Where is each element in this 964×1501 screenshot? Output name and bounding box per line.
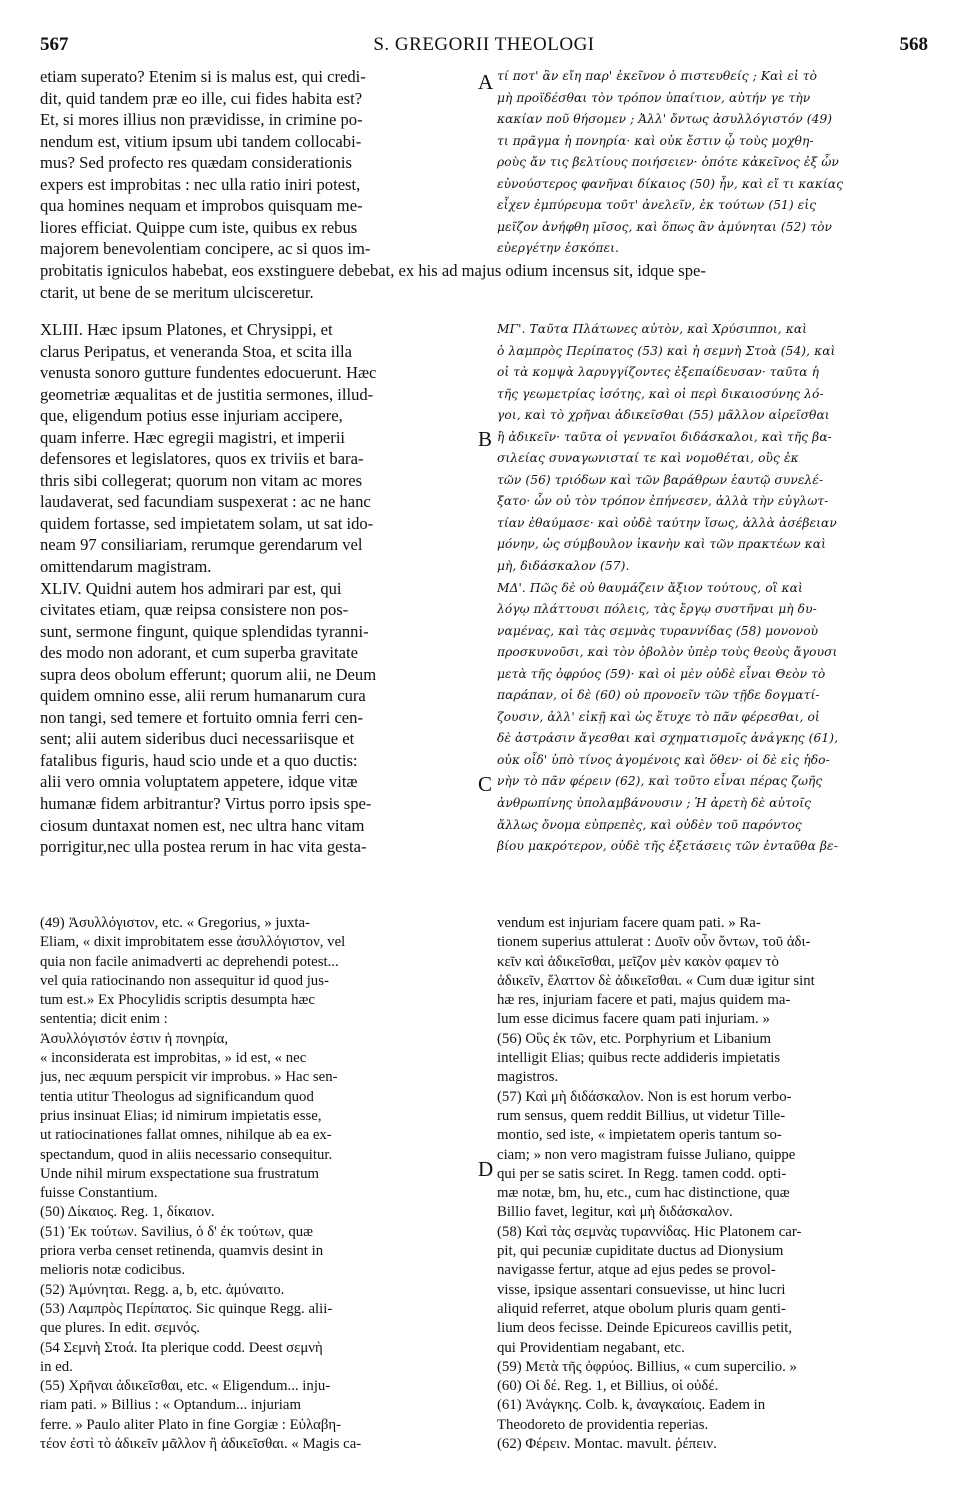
text-line: εἶχεν ἐμπύρευμα τοῦτ' ἀνελεῖν, ἐκ τούτων (51) εἰς: [497, 198, 817, 213]
text-line: βίου μακρότερον, οὐδὲ τῆς ἐξετάσεις τῶν ἐνταῦθα βε-: [497, 839, 838, 854]
footnote-line: ciam; » non vero magistram fuisse Juliano, quippe: [497, 1146, 796, 1163]
footnote-line: (50) Δίκαιος. Reg. 1, δίκαιον.: [40, 1204, 215, 1221]
text-line: ἄλλως ὄνομα εὐπρεπὲς, καὶ οὐδὲν τοῦ παρόντος: [497, 817, 802, 832]
footnote-line: tionem superius attulerat : Δυοῖν οὖν ὄντων, τοῦ ἀδι-: [497, 934, 811, 951]
footnote-line: intelligit Elias; quibus recte addideris impietatis: [497, 1050, 781, 1067]
footnote-line: lium deos fecisse. Deinde Epicureos cavillis petit,: [497, 1320, 793, 1337]
text-line: que, eligendum potius esse injuriam accipere,: [40, 406, 343, 426]
text-line: ἀνθρωπίνης ὑπολαμβάνουσιν ; Ἡ ἀρετὴ δὲ αὐτοῖς: [497, 796, 812, 811]
text-line: civitates etiam, quæ reipsa consistere non pos-: [40, 600, 349, 620]
footnote-line: τέον ἐστὶ τὸ ἀδικεῖν μᾶλλον ἢ ἀδικεῖσθαι. « Magis ca-: [40, 1436, 362, 1453]
text-line: ξατο· ὧν οὐ τὸν τρόπον ἐπήνεσεν, ἀλλὰ τὴν εὐγλωτ-: [497, 494, 829, 509]
text-line: ἢ ἀδικεῖν· ταῦτα οἱ γενναῖοι διδάσκαλοι, καὶ τῆς βα-: [497, 429, 832, 444]
text-line: non tangi, sed temere et fortuito omnia ferri cen-: [40, 707, 363, 727]
text-line: clarus Peripatus, et veneranda Stoa, et scita illa: [40, 341, 352, 361]
text-line: expers est improbitas : nec ulla ratio iniri potest,: [40, 174, 361, 194]
footnote-line: quia non facile animadverti ac deprehendi potest...: [40, 953, 339, 970]
footnote-line: Ἀσυλλόγιστόν ἐστιν ἡ πονηρία,: [40, 1030, 229, 1047]
text-line: etiam superato? Etenim si is malus est, qui credi-: [40, 67, 366, 86]
text-line: ὁ λαμπρὸς Περίπατος (53) καὶ ἡ σεμνὴ Στοὰ (54), καὶ: [497, 343, 836, 358]
footnote-line: melioris notæ codicibus.: [40, 1262, 186, 1279]
margin-letter-d: D: [478, 1157, 494, 1181]
footnote-line: (55) Χρῆναι ἀδικεῖσθαι, etc. « Eligendum... inju-: [40, 1378, 331, 1395]
text-line: ΜΔ'. Πῶς δὲ οὐ θαυμάζειν ἄξιον τούτους, οἳ καὶ: [497, 580, 803, 595]
text-line: Et, si mores illius non prævidisse, in crimine po-: [40, 110, 363, 130]
footnote-line: sententia; dicit enim :: [40, 1011, 168, 1028]
text-line: εὐνούστερος φανῆναι δίκαιος (50) ἦν, καὶ εἴ τι κακίας: [497, 176, 843, 191]
greek-column-top: [497, 66, 929, 260]
text-line: τι πρᾶγμα ἡ πονηρία· καὶ οὐκ ἔστιν ᾧ τοὺς μοχθη-: [497, 133, 814, 148]
text-line: thris sibi collegerat; quorum non vitam ac mores: [40, 470, 363, 490]
text-line: μόνην, ὡς σύμβουλον ἱκανὴν καὶ τῶν πρακτέων καὶ: [497, 537, 826, 552]
footnote-line: ferre. » Paulo aliter Plato in fine Gorgiæ : Εὐλαβη-: [40, 1416, 342, 1433]
running-header: [40, 34, 928, 58]
footnote-line: (58) Καὶ τὰς σεμνὰς τυραννίδας. Hic Platonem car-: [497, 1223, 802, 1240]
footnote-line: (54 Σεμνὴ Στοά. Ita plerique codd. Deest σεμνὴ: [40, 1339, 323, 1356]
text-line: majorem benevolentiam concipere, ac si quos im-: [40, 239, 371, 259]
text-line: μὴ, διδάσκαλον (57).: [497, 559, 630, 574]
footnote-line: (49) Ἀσυλλόγιστον, etc. « Gregorius, » juxta-: [40, 915, 310, 931]
footnote-line: Theodoreto de providentia reperias.: [497, 1416, 709, 1433]
footnote-line: rum sensus, quem reddit Billius, ut videtur Tille-: [497, 1107, 786, 1124]
footnote-line: priora verba censet retinenda, quamvis desint in: [40, 1243, 324, 1260]
latin-full-width-lines: [40, 260, 928, 303]
text-line: τῶν (56) τριόδων καὶ τῶν βαράθρων ἑαυτῷ συνελέ-: [497, 472, 824, 487]
text-line: ναμένας, καὶ τὰς σεμνὰς τυραννίδας (58) μονονοὺ: [497, 623, 819, 638]
text-line: mus? Sed profecto res quædam considerationis: [40, 153, 352, 173]
footnote-line: (61) Ἀνάγκης. Colb. k, ἀναγκαίοις. Eadem in: [497, 1397, 766, 1414]
footnote-line: vendum est injuriam facere quam pati. » Ra-: [497, 915, 761, 931]
footnote-line: (53) Λαμπρὸς Περίπατος. Sic quinque Regg. alii-: [40, 1300, 333, 1317]
text-line: νὴν τὸ πᾶν φέρειν (62), καὶ τοῦτο εἶναι πέρας ζωῆς: [497, 774, 823, 789]
latin-column-main: [40, 319, 470, 858]
footnote-line: prius insinuat Elias; id nimirum impietatis esse,: [40, 1107, 322, 1124]
text-line: παράπαν, οἱ δὲ (60) οὐ προνοεῖν τῶν τῇδε δογματί-: [497, 688, 820, 703]
text-line: ctarit, ut bene de se meritum ulcisceretur.: [40, 282, 314, 302]
footnote-line: vel quia ratiocinando non assequitur id quod jus-: [40, 972, 329, 989]
latin-column-top: [40, 66, 465, 260]
text-line: sunt, sermone fingunt, quique splendidas tyranni-: [40, 621, 369, 641]
text-line: neam 97 consiliariam, rerumque gerendarum vel: [40, 535, 363, 555]
footnote-line: ut ratiocinationes fallat omnes, nihilque ab ea ex-: [40, 1127, 332, 1144]
footnote-line: riam pati. » Billius : « Optandum... injuriam: [40, 1397, 301, 1414]
text-line: sent; alii autem sideribus duci necessariisque et: [40, 729, 355, 749]
footnote-line: (56) Οὓς ἐκ τῶν, etc. Porphyrium et Libanium: [497, 1030, 772, 1047]
text-line: supra deos obolum efferunt; quorum alii, ne Deum: [40, 664, 377, 684]
footnote-line: « inconsiderata est improbitas, » id est, « nec: [40, 1050, 307, 1067]
text-line: dit, quid tandem præ eo ille, cui fides habita est?: [40, 88, 363, 108]
footnote-line: (60) Οἱ δέ. Reg. 1, et Billius, οἱ οὐδέ.: [497, 1378, 719, 1395]
text-line: σιλείας συναγωνισταί τε καὶ νομοθέται, οὓς ἐκ: [497, 451, 799, 466]
footnote-line: (51) Ἐκ τούτων. Savilius, ὁ δ' ἐκ τούτων, quæ: [40, 1223, 314, 1240]
text-line: τί ποτ' ἂν εἴη παρ' ἐκεῖνον ὁ πιστευθείς ; Καὶ εἰ τὸ: [497, 69, 818, 83]
footnote-line: Unde nihil mirum exspectatione sua frustratum: [40, 1165, 320, 1182]
text-line: fatalibus figuris, haud scio unde et a quo ductis:: [40, 750, 358, 770]
footnote-line: hæ res, injuriam facere et pati, majus quidem ma-: [497, 992, 791, 1009]
text-line: quam inferre. Hæc egregii magistri, et imperii: [40, 427, 346, 447]
text-line: ΜΓ'. Ταῦτα Πλάτωνες αὐτὸν, καὶ Χρύσιπποι, καὶ: [497, 322, 808, 336]
footnote-line: (62) Φέρειν. Montac. mavult. ῥέπειν.: [497, 1436, 717, 1453]
text-line: ciosum duntaxat nomen est, nec ultra hanc vitam: [40, 815, 365, 835]
text-line: nendum est, vitium ipsum ubi tandem collocabi-: [40, 131, 362, 151]
page-number-right: 568: [899, 34, 928, 55]
footnote-line: spectandum, quod in aliis necessario consequitur.: [40, 1146, 333, 1163]
text-line: defensores et legislatores, quos ex triviis et bara-: [40, 449, 364, 469]
footnotes-right: [497, 914, 929, 1454]
text-line: γοι, καὶ τὸ χρῆναι ἀδικεῖσθαι (55) μᾶλλον αἱρεῖσθαι: [497, 408, 830, 423]
text-line: quidem omnino esse, alii rerum humanarum cura: [40, 686, 366, 706]
text-line: venusta sonoro gutture fundentes edocuerunt. Hæc: [40, 363, 377, 383]
footnote-line: tentia utitur Theologus ad significandum quod: [40, 1088, 314, 1105]
footnote-line: qui Providentiam negabant, etc.: [497, 1339, 685, 1356]
footnote-line: tum est.» Ex Phocylidis scriptis desumpta hæc: [40, 992, 315, 1009]
text-line: geometriæ æqualitas et de justitia sermones, illud-: [40, 384, 374, 404]
text-line: liores efficiat. Quippe cum iste, quibus ex rebus: [40, 217, 358, 237]
text-line: alii vero omnia voluptatem appetere, idque vitæ: [40, 772, 358, 792]
text-line: probitatis igniculos habebat, eos exstinguere debebat, ex his ad majus odium incensus sit, idque spe-: [40, 261, 706, 280]
text-line: κακίαν ποῦ θήσομεν ; Ἀλλ' ὄντως ἀσυλλόγιστόν (49): [497, 112, 833, 127]
text-line: τῆς γεωμετρίας ἰσότης, καὶ οἱ περὶ δικαιοσύνης λό-: [497, 386, 824, 401]
footnote-line: lum esse dicimus facere quam pati injuriam. »: [497, 1011, 770, 1028]
footnote-line: in ed.: [40, 1358, 73, 1375]
text-line: εὐεργέτην ἐσκόπει.: [497, 241, 619, 256]
text-line: τίαν ἐθαύμασε· καὶ οὐδὲ ταύτην ἴσως, ἀλλὰ ἀσέβειαν: [497, 515, 837, 530]
footnote-line: Eliam, « dixit improbitatem esse ἀσυλλόγιστον, vel: [40, 934, 346, 951]
footnote-line: ἀδικεῖν, ἔλαττον δὲ ἀδικεῖσθαι. « Cum duæ igitur sint: [497, 972, 815, 989]
running-title: S. GREGORII THEOLOGI: [373, 34, 595, 55]
footnote-line: visse, ipsique assentari consuevisse, ut hinc lucri: [497, 1281, 786, 1298]
text-line: quidem fortasse, sed impietatem solam, ut sat ido-: [40, 513, 374, 533]
text-line: μετὰ τῆς ὀφρύος (59)· καὶ οἱ μὲν οὐδὲ εἶναι Θεὸν τὸ: [497, 666, 826, 681]
footnote-line: magistros.: [497, 1069, 559, 1086]
footnote-line: (52) Ἀμύνηται. Regg. a, b, etc. ἀμύναιτο.: [40, 1281, 285, 1298]
margin-letter-b: B: [478, 427, 493, 451]
text-line: XLIV. Quidni autem hos admirari par est, qui: [40, 578, 342, 598]
text-line: λόγῳ πλάττουσι πόλεις, τὰς ἔργῳ συστῆναι μὴ δυ-: [497, 602, 817, 617]
footnote-line: (57) Καὶ μὴ διδάσκαλον. Non is est horum verbo-: [497, 1088, 792, 1105]
footnote-line: Billio favet, legitur, καὶ μὴ διδάσκαλον.: [497, 1204, 733, 1221]
text-line: οἱ τὰ κομψὰ λαρυγγίζοντες ἐξεπαίδευσαν· ταῦτα ἡ: [497, 365, 819, 380]
page-number-left: 567: [40, 34, 69, 55]
footnote-line: qui per se satis sciret. In Regg. tamen codd. opti-: [497, 1165, 787, 1182]
text-line: μὴ προϊδέσθαι τὸν τρόπον ὑπαίτιον, αὐτήν γε τὴν: [497, 90, 811, 105]
text-line: XLIII. Hæc ipsum Platones, et Chrysippi, et: [40, 320, 333, 339]
text-line: δὲ ἀστράσιν ἄγεσθαι καὶ σχηματισμοῖς ἀνάγκης (61),: [497, 731, 839, 746]
footnotes-left: [40, 914, 472, 1454]
text-line: ζουσιν, ἀλλ' εἰκῇ καὶ ὡς ἔτυχε τὸ πᾶν φέρεσθαι, οἱ: [497, 709, 820, 724]
text-line: προσκυνοῦσι, καὶ τὸν ὀβολὸν ὑπὲρ τοὺς θεοὺς ἄγουσι: [497, 645, 838, 660]
footnote-line: que plures. In edit. σεμνός.: [40, 1320, 201, 1337]
footnote-line: pit, qui pecuniæ cupiditate ductus ad Dionysium: [497, 1243, 784, 1260]
text-line: μεῖζον ἀνήφθη μῖσος, καὶ ὅπως ἂν ἀμύνηται (52) τὸν: [497, 219, 833, 234]
text-line: qua homines nequam et improbos quisquam me-: [40, 196, 363, 216]
text-line: omittendarum magistram.: [40, 557, 212, 577]
margin-letter-a: A: [478, 70, 494, 94]
text-line: humanæ fidem arbitrantur? Virtus porro ipsis spe-: [40, 794, 372, 814]
footnote-line: fuisse Constantium.: [40, 1185, 158, 1202]
footnote-line: (59) Μετὰ τῆς ὀφρύος. Billius, « cum supercilio. »: [497, 1358, 797, 1375]
greek-column-main: [497, 319, 929, 858]
text-line: porrigitur,nec ulla postea rerum in hac vita gesta-: [40, 837, 367, 857]
footnote-line: κεῖν καὶ ἀδικεῖσθαι, μεῖζον μὲν κακὸν φαμεν τὸ: [497, 953, 779, 970]
footnote-line: montio, sed iste, « impietatem operis tantum so-: [497, 1127, 782, 1144]
footnote-line: aliquid referret, atque obolum pluris quam genti-: [497, 1300, 786, 1317]
text-line: laudaverat, sed facundiam suspexerat : ac ne hanc: [40, 492, 371, 512]
footnote-line: mæ notæ, bm, hu, etc., cum hac distinctione, quæ: [497, 1185, 790, 1202]
footnote-line: navigasse fertur, atque ad ejus pedes se provol-: [497, 1262, 776, 1279]
text-line: οὐκ οἶδ' ὑπὸ τίνος ἀγομένοις καὶ ὅθεν· οἱ δὲ εἰς ἡδο-: [497, 752, 830, 767]
text-line: des modo non adorant, et cum superba gravitate: [40, 643, 358, 663]
text-line: ροὺς ἄν τις βελτίους ποιήσειεν· ὁπότε κἀκεῖνος ἐξ ὧν: [497, 155, 839, 170]
margin-letter-c: C: [478, 772, 493, 796]
footnote-line: jus, nec æquum perspicit vir improbus. » Hac sen-: [40, 1069, 338, 1086]
